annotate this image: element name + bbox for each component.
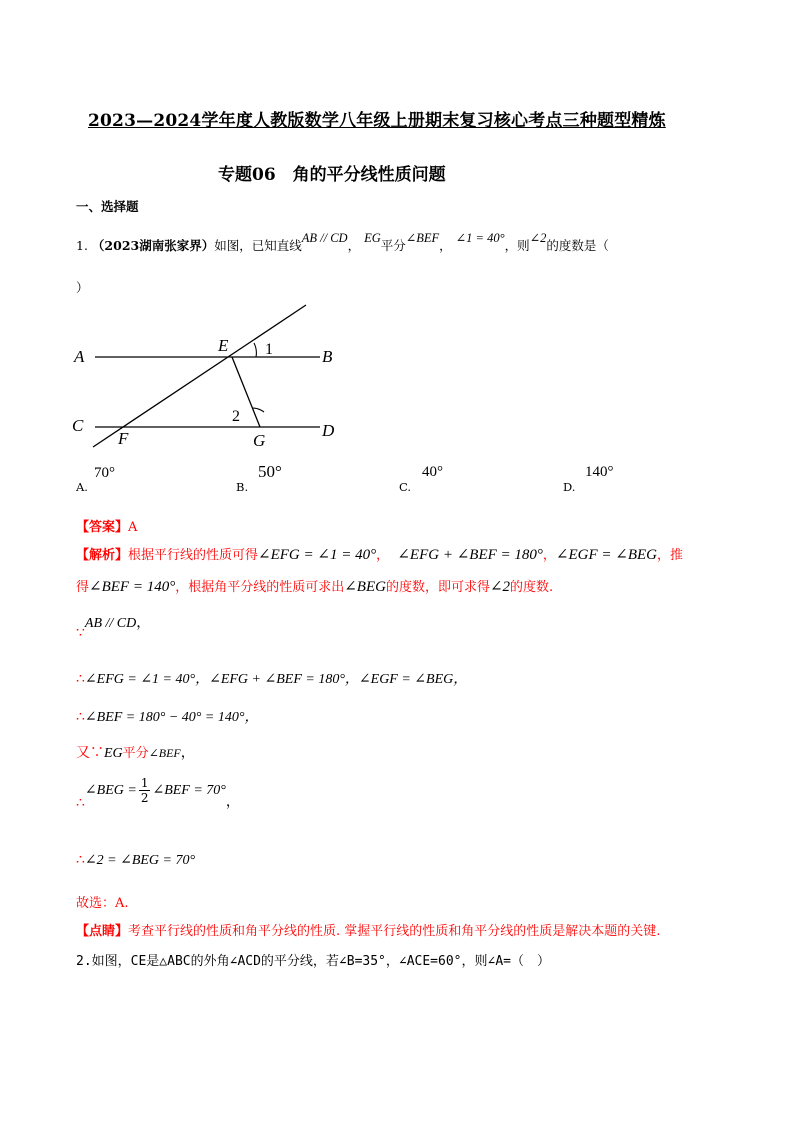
option-a-letter: A. <box>76 480 88 494</box>
question-number: 1. <box>76 238 88 253</box>
label-e: E <box>218 336 229 355</box>
label-d: D <box>322 421 335 440</box>
step-expr: ∠BEG = <box>84 783 137 798</box>
punct: ， <box>180 745 195 761</box>
label-angle-2: 2 <box>232 408 240 425</box>
choose-line: 故选：A. <box>76 896 129 911</box>
analysis-text: ，推 <box>656 548 683 563</box>
label-a: A <box>74 347 85 366</box>
option-c-value: 40° <box>422 464 443 480</box>
expr-angle2: ∠2 <box>529 231 547 245</box>
expr-angle1: ∠1 = 40° <box>455 231 505 245</box>
line-fe <box>93 305 306 447</box>
analysis-text: 的度数，即可求得 <box>385 580 490 595</box>
step-expr: ∠2 = ∠BEG = 70° <box>84 853 196 868</box>
analysis-expr: ∠BEF = 140° <box>89 579 176 595</box>
step-expr: ∠BEF = 70° <box>152 783 226 798</box>
series-title: 2023—2024学年度人教版数学八年级上册期末复习核心考点三种题型精炼 <box>88 111 666 131</box>
therefore-symbol: ∴ <box>76 794 85 811</box>
option-b-letter: B. <box>236 480 249 494</box>
analysis-text: 得 <box>76 580 90 595</box>
step-expr: ∠BEF = 180° − 40° = 140°， <box>84 710 259 725</box>
question-source: （2023湖南张家界） <box>91 238 215 253</box>
expr-parallel: AB // CD <box>301 231 348 245</box>
punct: ， <box>225 793 240 810</box>
step-therefore-4 <box>76 852 195 869</box>
step-expr: ∠BEF <box>148 746 181 760</box>
option-c-letter: C. <box>399 480 412 494</box>
label-b: B <box>322 347 333 366</box>
therefore-symbol: ∴ <box>76 852 85 868</box>
therefore-symbol: ∴ <box>76 671 85 687</box>
analysis-expr: ∠EFG = ∠1 = 40° <box>258 547 377 563</box>
answer-line <box>76 516 137 535</box>
expr-bef: ∠BEF <box>405 231 440 245</box>
therefore-symbol: ∴ <box>76 709 85 725</box>
step-because <box>76 612 151 641</box>
comment-line <box>76 920 660 939</box>
punct: ， <box>347 238 361 253</box>
question-text: 如图，已知直线 <box>214 238 302 253</box>
punct: ， <box>439 238 452 253</box>
fraction-numerator: 1 <box>140 776 149 790</box>
because-symbol: ∵ <box>76 625 85 641</box>
expr-eg: EG <box>364 231 381 245</box>
angle-1-arc <box>254 343 256 357</box>
step-text: 平分 <box>122 746 149 761</box>
analysis-expr: ∠EGF = ∠BEG <box>555 547 657 563</box>
label-g: G <box>253 431 266 450</box>
step-expr: EG <box>104 746 123 761</box>
question-text: ，则 <box>504 238 530 253</box>
analysis-line-1 <box>76 544 683 564</box>
option-b-value: 50° <box>258 462 282 481</box>
step-therefore-2 <box>76 706 258 726</box>
topic-title: 专题06 角的平分线性质问题 <box>218 165 446 185</box>
question-1-close: ） <box>76 280 89 295</box>
step-therefore-1 <box>76 668 467 688</box>
analysis-tag: 【解析】 <box>76 548 129 563</box>
question-text: 平分 <box>380 238 406 253</box>
comment-text: 考查平行线的性质和角平分线的性质. 掌握平行线的性质和角平分线的性质是解决本题的关键. <box>128 924 661 939</box>
section-label: 一、选择题 <box>76 199 139 214</box>
analysis-line-2 <box>76 576 553 596</box>
analysis-expr: ∠BEG <box>344 579 386 595</box>
step-expr: ∠EFG = ∠1 = 40°，∠EFG + ∠BEF = 180°，∠EGF = ∠BEG， <box>84 672 468 687</box>
label-c: C <box>72 416 84 435</box>
option-a-value: 70° <box>94 465 115 481</box>
also-because: 又∵ <box>76 745 104 761</box>
punct: ， <box>376 548 390 563</box>
step-also-because <box>76 742 195 762</box>
analysis-expr: ∠EFG + ∠BEF = 180° <box>397 547 543 563</box>
punct: ， <box>542 548 556 563</box>
question-text: 的度数是（ <box>546 238 609 253</box>
comment-tag: 【点睛】 <box>76 924 129 939</box>
geometry-figure <box>60 300 360 460</box>
fraction-one-half <box>139 776 151 805</box>
analysis-text: 根据平行线的性质可得 <box>128 548 259 563</box>
option-d-letter: D. <box>563 480 576 494</box>
answer-value: A <box>128 520 138 535</box>
question-1-line <box>76 231 609 254</box>
step-expr: AB // CD <box>84 616 137 631</box>
fraction-denominator: 2 <box>140 791 149 805</box>
analysis-text: ，根据角平分线的性质可求出 <box>175 580 345 595</box>
question-2-line: 2.如图，CE是△ABC的外角∠ACD的平分线，若∠B=35°，∠ACE=60°，则∠A=（ ） <box>76 954 550 969</box>
step-therefore-3 <box>76 776 240 811</box>
label-f: F <box>118 429 129 448</box>
analysis-expr: ∠2 <box>489 579 511 595</box>
option-d-value: 140° <box>585 464 614 480</box>
punct: ， <box>136 615 151 631</box>
answer-tag: 【答案】 <box>76 520 129 535</box>
analysis-text: 的度数. <box>510 580 554 595</box>
label-angle-1: 1 <box>265 341 273 358</box>
